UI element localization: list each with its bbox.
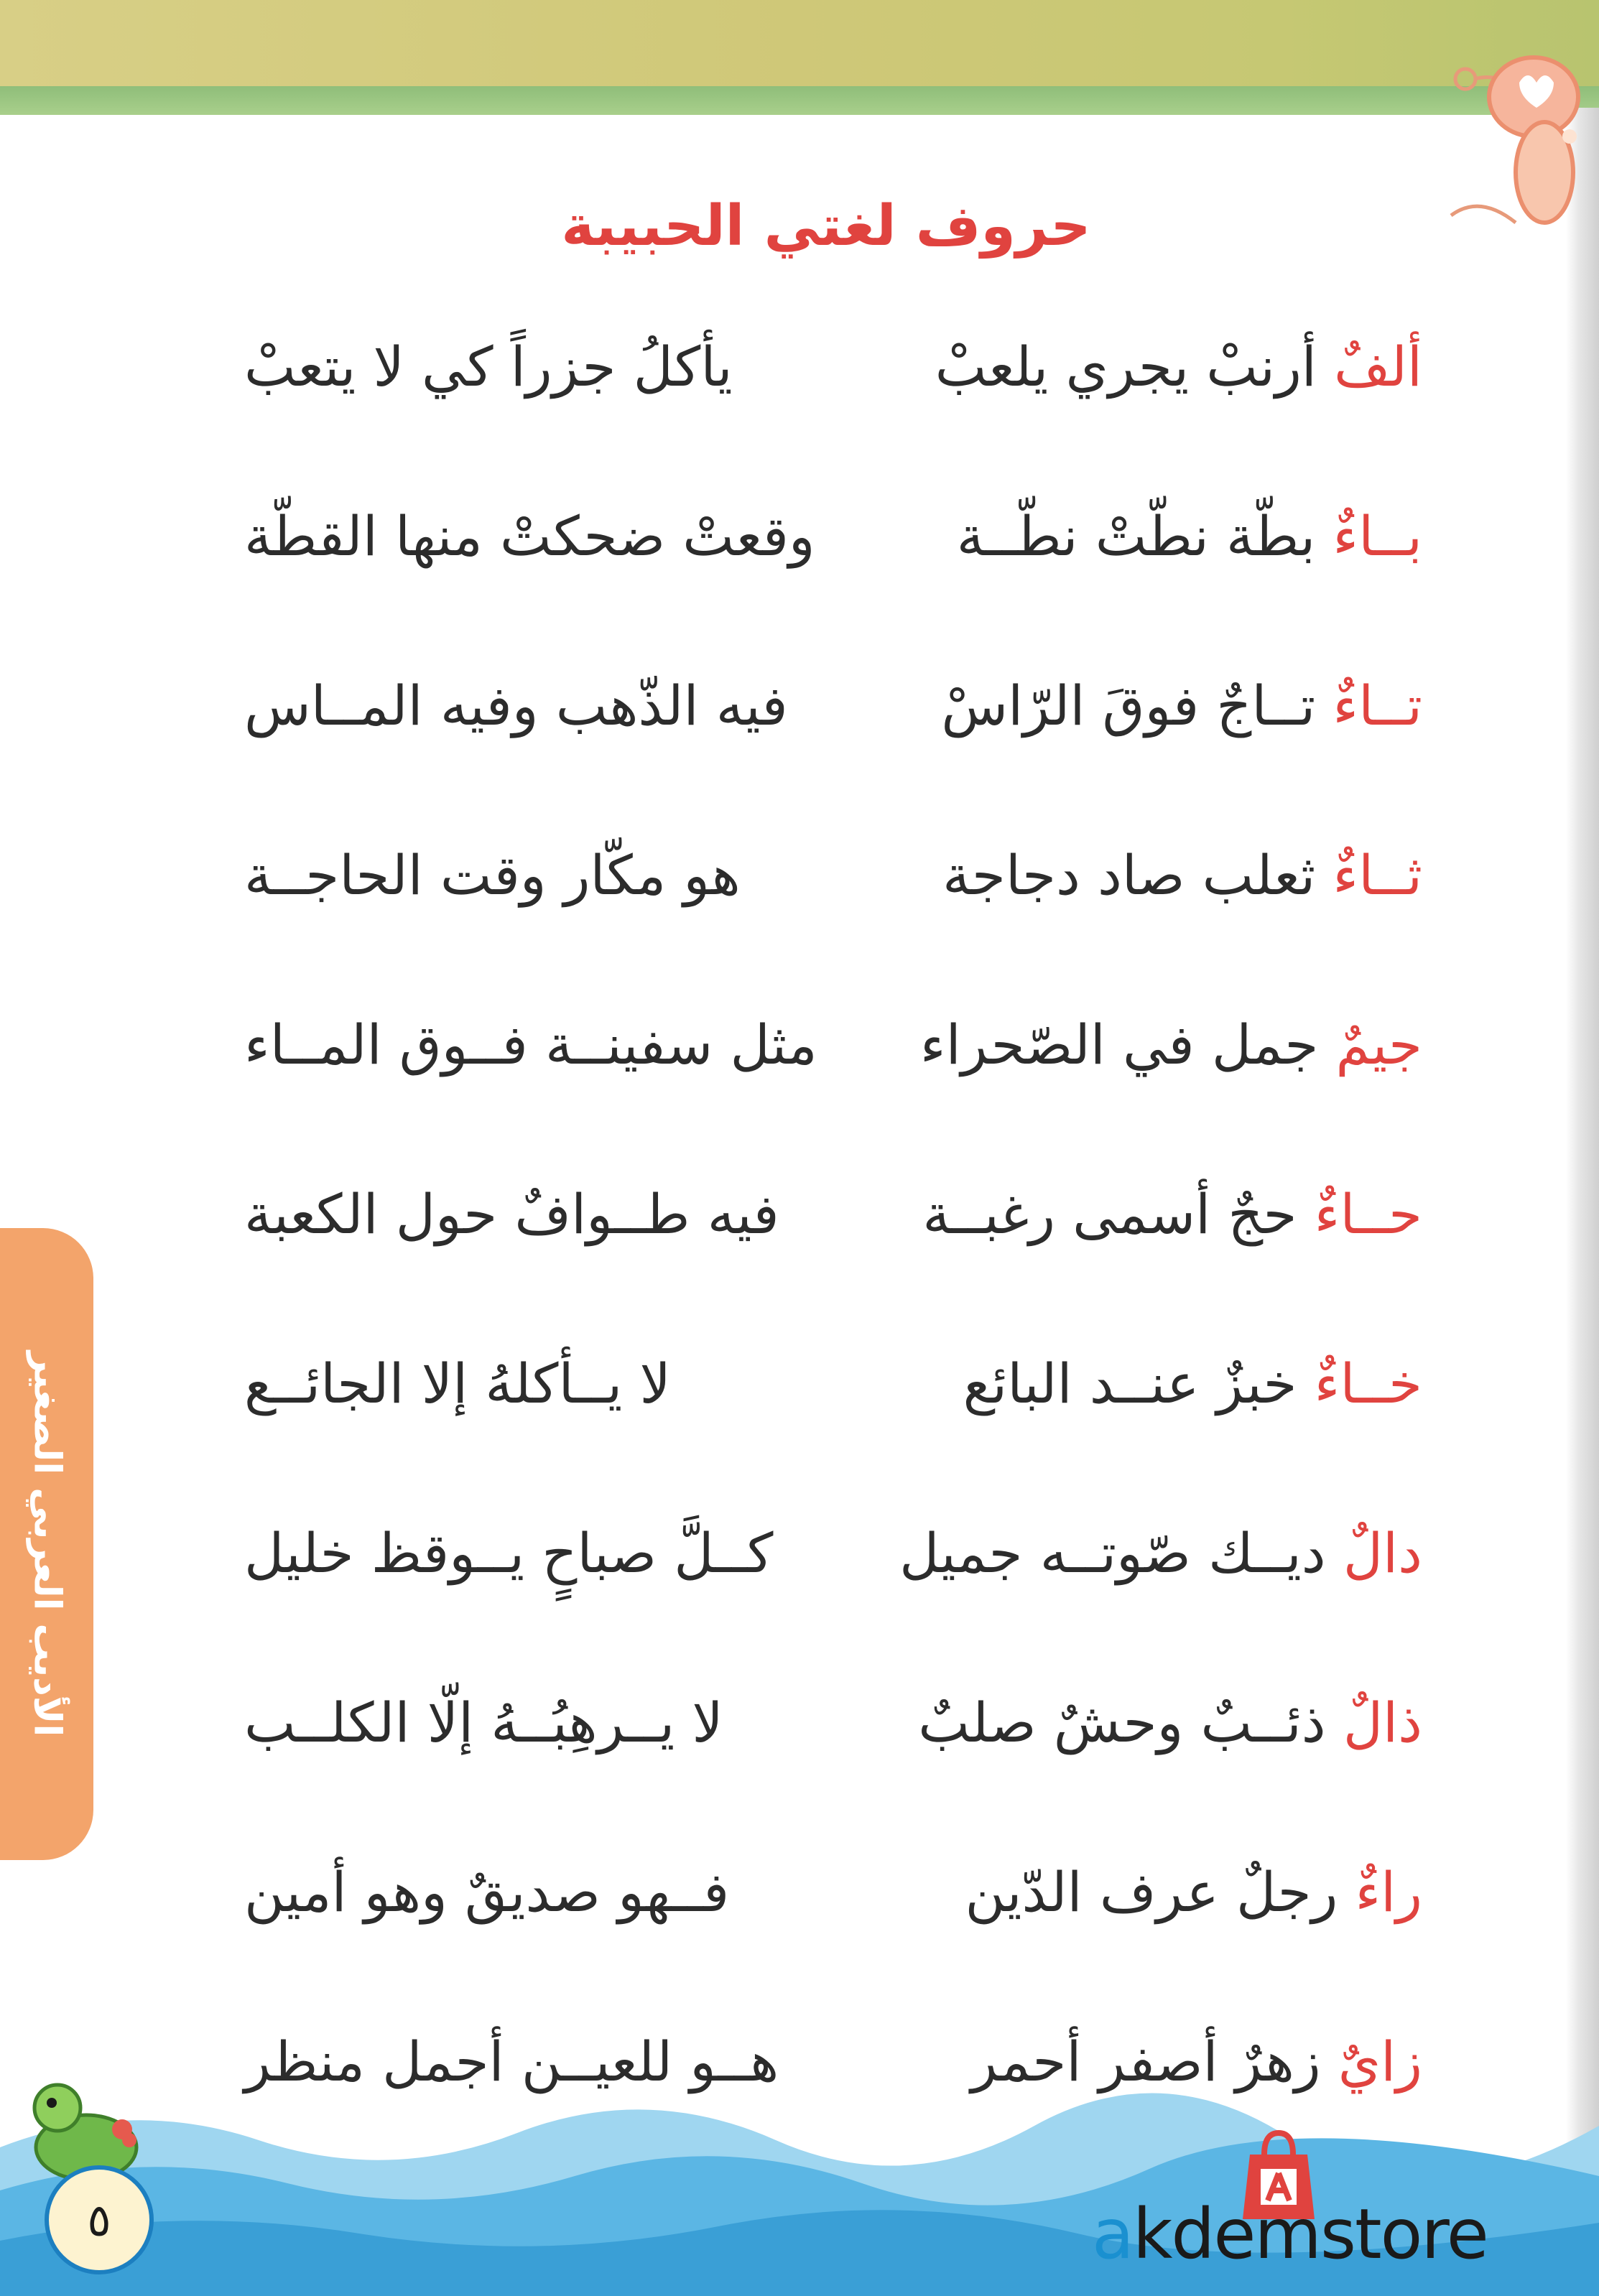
verse-row <box>244 1171 1422 1257</box>
verse-first-text: حجٌ أسمى رغبــة <box>922 1181 1315 1246</box>
verse-second-half: يأكلُ جزراً كي لا يتعبْ <box>244 334 733 399</box>
verse-first-half <box>935 335 1422 399</box>
verse-letter: راءٌ <box>1355 1859 1422 1924</box>
verse-second-half: فــهو صديقٌ وهو أمين <box>244 1859 730 1924</box>
verse-first-half <box>918 1691 1422 1754</box>
verse-letter: زايٌ <box>1338 2029 1422 2093</box>
verse-second-half: مثل سفينــة فــوق المــاء <box>244 1012 817 1077</box>
verse-letter: ألفٌ <box>1334 334 1422 399</box>
verse-row <box>244 662 1422 748</box>
verse-row <box>244 832 1422 918</box>
verse-first-half <box>920 1013 1422 1077</box>
verse-first-text: ديــك صّوتــه جميل <box>899 1520 1343 1585</box>
verse-first-text: خبزٌ عنــد البائع <box>963 1351 1315 1416</box>
store-watermark-name: kdemstore <box>1132 2194 1488 2274</box>
page-title: حروف لغتي الحبيبة <box>561 194 1091 259</box>
verse-row <box>244 1001 1422 1087</box>
verse-row <box>244 1340 1422 1426</box>
verse-first-text: ذئــبٌ وحشٌ صلبٌ <box>918 1690 1343 1754</box>
verse-row <box>244 1679 1422 1765</box>
verse-second-half: كــلَّ صباحٍ يــوقظ خليل <box>244 1520 774 1585</box>
verse-first-half <box>957 504 1422 568</box>
butterfly-icon <box>1437 29 1588 244</box>
verse-first-text: جمل في الصّحراء <box>919 1012 1336 1077</box>
verse-first-half <box>942 843 1422 907</box>
side-tab-label: الأديب العربي الصغير <box>25 1351 68 1737</box>
verse-first-text: رجلٌ عرف الدّين <box>965 1859 1355 1924</box>
verse-first-text: تــاجٌ فوقَ الرّاسْ <box>941 673 1333 738</box>
side-tab <box>0 1228 93 1860</box>
verse-letter: ذالٌ <box>1343 1690 1422 1754</box>
verse-first-text: ثعلب صاد دجاجة <box>942 842 1333 907</box>
page-number: ٥ <box>87 2193 111 2246</box>
store-watermark <box>1092 2194 1488 2274</box>
verse-row <box>244 323 1422 409</box>
verse-letter: خــاءٌ <box>1314 1351 1422 1416</box>
verse-second-half: وقعتْ ضحكتْ منها القطّة <box>244 503 815 568</box>
verse-letter: ثــاءٌ <box>1332 842 1422 907</box>
verse-letter: دالٌ <box>1343 1520 1422 1585</box>
header-stripe <box>0 86 1599 115</box>
verse-second-half: هو مكّار وقت الحاجــة <box>244 842 741 907</box>
verse-first-text: بطّة نطّتْ نطّــة <box>956 503 1333 568</box>
verse-first-text: أرنبْ يجري يلعبْ <box>935 334 1335 399</box>
verse-row <box>244 1849 1422 1935</box>
verse-first-half <box>941 674 1422 738</box>
page-edge-shadow <box>1566 108 1599 2190</box>
verse-second-half: لا يــرهِبُــهُ إلّا الكلــب <box>244 1690 723 1754</box>
verse-second-half: فيه الذّهب وفيه المــاس <box>244 673 788 738</box>
verse-letter: جيمٌ <box>1335 1012 1422 1077</box>
verse-letter: تــاءٌ <box>1332 673 1422 738</box>
verse-letter: بــاءٌ <box>1332 503 1422 568</box>
verse-second-half: هــو للعيــن أجمل منظر <box>244 2029 779 2093</box>
verse-first-half <box>922 1182 1422 1246</box>
store-watermark-prefix: a <box>1092 2194 1133 2274</box>
verse-first-half <box>963 1352 1422 1416</box>
page-number-badge <box>45 2165 154 2274</box>
verse-first-half <box>899 1521 1422 1585</box>
verse-second-half: لا يــأكلهُ إلا الجائــع <box>244 1351 671 1416</box>
verse-first-half <box>965 1860 1422 1924</box>
verse-row <box>244 493 1422 579</box>
verse-first-text: زهرٌ أصفر أحمر <box>970 2029 1338 2093</box>
verse-letter: حــاءٌ <box>1314 1181 1422 1246</box>
verse-second-half: فيه طــوافٌ حول الكعبة <box>244 1181 779 1246</box>
verse-row <box>244 1510 1422 1596</box>
